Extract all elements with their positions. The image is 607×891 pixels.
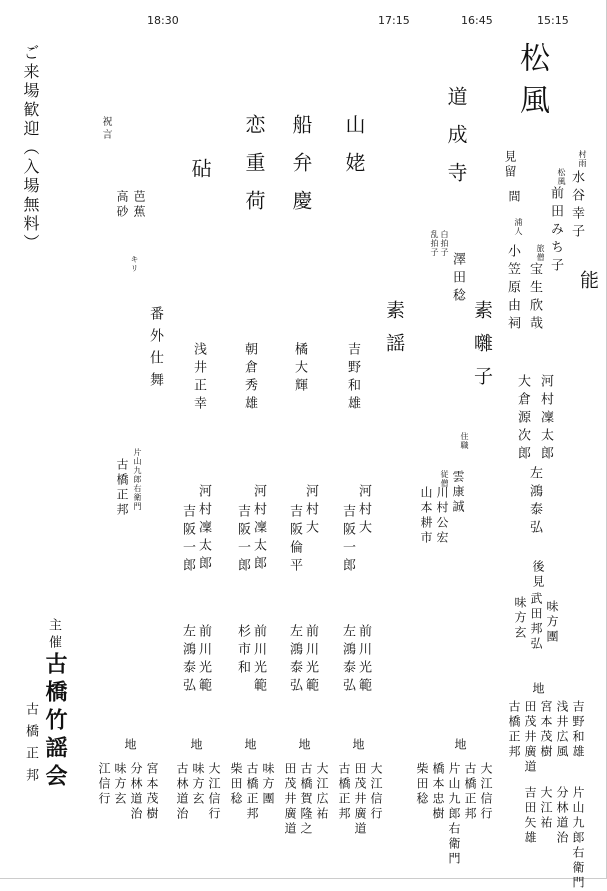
su-utai-ji-4a: 大江信行 [207,762,221,822]
su-utai-hayashi-4a: 河村凜太郎 [196,484,211,574]
noh-hayashi-1: 河村凜太郎 [538,374,553,464]
su-utai-title-2: 船弁慶 [289,114,313,228]
time-subayashi: 16:45 [461,14,493,27]
noh-name-1: 水谷幸子 [569,170,584,242]
su-utai-ji-3a: 味方團 [261,762,275,807]
noh-role-4: 浦人 [514,218,523,236]
su-utai-hayashi2-3b: 杉市和 [235,624,250,678]
shimai-name-1: 芭蕉 [132,190,146,220]
noh-ji-3: 宮本茂樹 [539,700,553,760]
shimai-title-2: 高砂 [115,190,129,220]
noh-ji-6: 片山九郎右衛門 [571,786,585,891]
host-label: 主催 [46,618,61,652]
su-utai-hayashi2-2a: 前川光範 [303,624,318,696]
su-utai-ji-2a: 大江広祐 [315,762,329,822]
su-utai-ji-3c: 柴田稔 [229,762,243,807]
time-shimai: 18:30 [147,14,179,27]
subayashi-hayashi-4: 山本耕市 [419,486,433,546]
su-utai-ji-4b: 味方玄 [191,762,205,807]
su-utai-ji-1c: 古橋正邦 [337,762,351,822]
su-utai-hayashi-3b: 吉阪一郎 [235,504,250,576]
subayashi-ji-5: 柴田稔 [415,762,429,807]
su-utai-hayashi-2a: 河村大 [303,484,318,538]
su-utai-title-3: 恋重荷 [242,114,266,228]
subayashi-ji-2: 古橋正邦 [463,762,477,822]
su-utai-shite-3: 朝倉秀雄 [242,342,257,414]
shimai-ji-2: 分林道治 [129,762,143,822]
noh-hayashi-2: 大倉源次郎 [515,374,530,464]
shimai-chant-2: 古橋正邦 [115,458,129,518]
su-utai-hayashi2-1b: 左鴻泰弘 [340,624,355,696]
shimai-ji-1: 宮本茂樹 [145,762,159,822]
su-utai-hayashi2-1a: 前川光範 [356,624,371,696]
noh-role-2: 松風 [557,168,566,186]
su-utai-shite-1: 吉野和雄 [345,342,360,414]
noh-ji-9: 吉田矢雄 [523,786,537,846]
noh-ji-8: 大江祐 [539,786,553,831]
subayashi-hayashi-1: 住職 [460,432,469,450]
welcome-note: ご来場歓迎（入場無料） [21,44,40,253]
subayashi-hayashi-3: 川村公宏 [435,486,449,546]
su-utai-hayashi-3a: 河村凜太郎 [251,484,266,574]
noh-kouken-1: 武田邦弘 [529,592,543,652]
su-utai-ji-label-3: 地 [243,738,257,753]
shimai-name-2: キリ [130,255,139,273]
noh-role-3: 旅僧 [536,244,545,262]
host-person: 古橋正邦 [23,702,38,790]
subayashi-name: 澤田稔 [450,252,465,306]
su-utai-hayashi-4b: 吉阪一郎 [180,504,195,576]
shimai-ji-4: 江信行 [97,762,111,807]
subayashi-ji-3: 片山九郎右衛門 [447,762,461,867]
noh-ji-4: 田茂井廣道 [523,700,537,775]
shimai-chant-1: 片山九郎右衛門 [133,448,142,511]
su-utai-title-4: 砧 [188,158,212,196]
noh-hayashi-3: 左鴻泰弘 [527,466,542,538]
subayashi-hayashi-2: 雲康誠 [451,470,465,515]
noh-kouken-label: 後見 [531,560,545,590]
su-utai-ji-label-2: 地 [297,738,311,753]
subayashi-ji-label: 地 [453,738,467,753]
subayashi-ji-4: 橋本忠樹 [431,762,445,822]
shimai-category: 番外仕舞 [148,306,164,394]
su-utai-ji-1b: 田茂井廣道 [353,762,367,837]
subayashi-hayashi-label: 従僧 [440,470,449,488]
shimai-ji-label: 地 [123,738,137,753]
su-utai-hayashi-1a: 河村大 [356,484,371,538]
su-utai-hayashi2-3a: 前川光範 [251,624,266,696]
subayashi-role2: 乱拍子 [430,230,439,257]
noh-name-2: 前田みち子 [548,186,563,276]
subayashi-category: 素囃子 [471,300,493,399]
noh-ji-5: 古橋正邦 [507,700,521,760]
noh-ji-7: 分林道治 [555,786,569,846]
noh-ji-2: 浅井広風 [555,700,569,760]
shimai-title-1: 祝言 [100,116,111,142]
subayashi-ji-1: 大江信行 [479,762,493,822]
su-utai-ji-3b: 古橋正邦 [245,762,259,822]
su-utai-shite-4: 浅井正幸 [191,342,206,414]
noh-ma: 間 [507,190,521,205]
su-utai-hayashi2-4b: 左鴻泰弘 [180,624,195,696]
noh-kouken-3: 味方團 [545,600,559,645]
host-org: 古橋竹謡会 [42,652,68,792]
su-utai-ji-label-1: 地 [351,738,365,753]
subayashi-title: 道成寺 [444,86,468,200]
su-utai-hayashi-2b: 吉阪倫平 [287,504,302,576]
time-noh: 15:15 [537,14,569,27]
su-utai-hayashi2-4a: 前川光範 [196,624,211,696]
noh-title: 松風 [514,42,549,126]
time-su-utai: 17:15 [378,14,410,27]
noh-name-4: 小笠原由祠 [505,244,520,334]
noh-ji-label: 地 [531,682,545,697]
noh-category: 能 [577,270,599,303]
noh-role-1: 村雨 [578,150,587,168]
su-utai-title-1: 山姥 [342,114,366,190]
su-utai-category: 素謡 [383,300,405,366]
noh-kenban: 見留 [503,150,517,180]
su-utai-hayashi2-2b: 左鴻泰弘 [287,624,302,696]
noh-kouken-2: 味方玄 [513,596,527,641]
su-utai-ji-4c: 古林道治 [175,762,189,822]
su-utai-ji-label-4: 地 [189,738,203,753]
su-utai-shite-2: 橘大輝 [292,342,307,396]
su-utai-ji-1a: 大江信行 [369,762,383,822]
su-utai-ji-2b: 古橋賀隆之 [299,762,313,837]
noh-ji-1: 吉野和雄 [571,700,585,760]
shimai-ji-3: 味方玄 [113,762,127,807]
su-utai-ji-2c: 田茂井廣道 [283,762,297,837]
subayashi-role: 白拍子 [440,230,449,257]
noh-name-3: 宝生欣哉 [527,262,542,334]
su-utai-hayashi-1b: 吉阪一郎 [340,504,355,576]
